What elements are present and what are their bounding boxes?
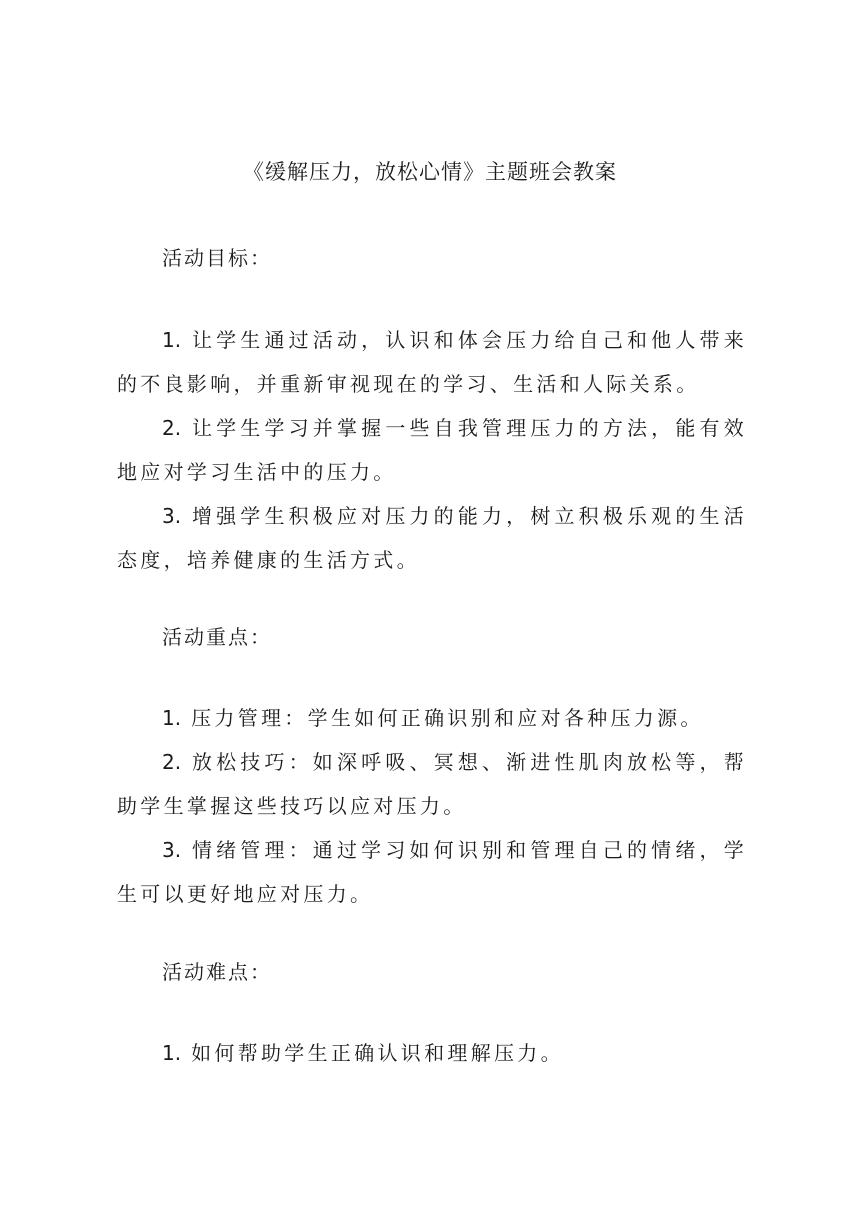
difficulties-list [117,1031,747,1075]
list-item [117,1031,747,1075]
document-title: 《缓解压力，放松心情》主题班会教案 [243,160,617,184]
item-text: 如何帮助学生正确认识和理解压力。 [191,1041,564,1065]
goals-list [117,318,747,582]
item-text: 情绪管理：通过学习如何识别和管理自己的情绪，学生可以更好地应对压力。 [117,838,747,906]
list-item [117,740,747,828]
item-number: 1. [162,328,182,352]
section-heading-goals: 活动目标： [162,246,272,270]
item-text: 增强学生积极应对压力的能力，树立积极乐观的生活态度，培养健康的生活方式。 [117,504,747,572]
list-item [117,696,747,740]
item-number: 1. [162,1041,182,1065]
list-item [117,406,747,494]
key-points-list [117,696,747,916]
item-number: 3. [162,504,182,528]
list-item [117,318,747,406]
item-number: 3. [162,838,182,862]
list-item [117,494,747,582]
item-text: 让学生通过活动，认识和体会压力给自己和他人带来的不良影响，并重新审视现在的学习、生活和人际关系。 [117,328,747,396]
list-item [117,828,747,916]
item-text: 压力管理：学生如何正确识别和应对各种压力源。 [191,706,704,730]
section-heading-key-points: 活动重点： [162,625,272,649]
section-heading-difficulties: 活动难点： [162,960,272,984]
item-number: 1. [162,706,182,730]
item-text: 让学生学习并掌握一些自我管理压力的方法，能有效地应对学习生活中的压力。 [117,416,747,484]
item-text: 放松技巧：如深呼吸、冥想、渐进性肌肉放松等，帮助学生掌握这些技巧以应对压力。 [117,750,747,818]
item-number: 2. [162,416,182,440]
item-number: 2. [162,750,182,774]
